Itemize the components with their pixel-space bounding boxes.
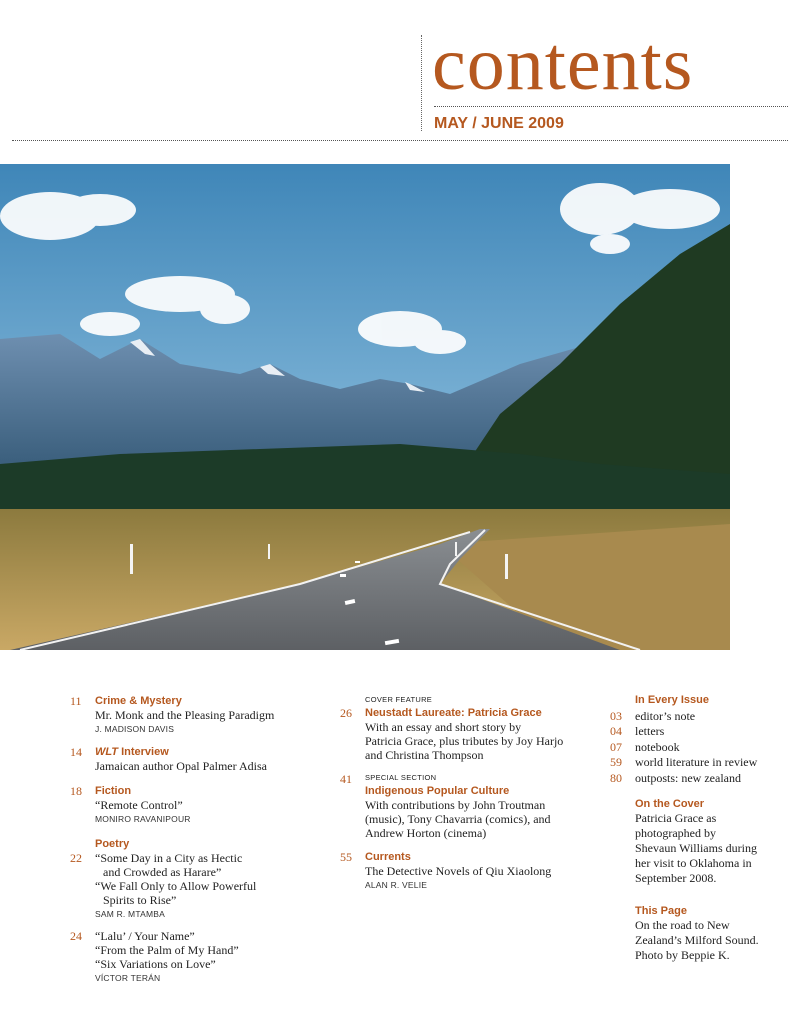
entry-description-line: (music), Tony Chavarria (comics), and (365, 812, 551, 826)
entry-author: MONIRO RAVANIPOUR (95, 814, 191, 824)
entry-description-line: Andrew Horton (cinema) (365, 826, 487, 840)
entry-title: The Detective Novels of Qiu Xiaolong (365, 864, 552, 878)
section-heading: Currents (365, 851, 411, 863)
caption-line: September 2008. (635, 871, 717, 885)
entry-title: Mr. Monk and the Pleasing Paradigm (95, 708, 275, 722)
section-heading-rest: Interview (118, 746, 169, 758)
entry-description-line: Patricia Grace, plus tributes by Joy Harjo (365, 734, 564, 748)
page-number: 24 (70, 929, 82, 943)
this-page (635, 904, 795, 963)
poem-title-line: Spirits to Rise” (103, 893, 177, 907)
entry-description-line: With an essay and short story by (365, 720, 522, 734)
page-number: 41 (340, 772, 352, 786)
entry-author: VÍCTOR TERÁN (95, 973, 161, 983)
page-number: 03 (610, 709, 622, 723)
entry-title: Jamaican author Opal Palmer Adisa (95, 759, 267, 773)
entry-fiction (70, 784, 320, 826)
poem-title-line: “We Fall Only to Allow Powerful (95, 879, 257, 893)
page-number: 04 (610, 724, 622, 738)
entry-crime-mystery (70, 694, 320, 736)
section-heading: On the Cover (635, 798, 705, 810)
list-item-label: letters (635, 724, 665, 738)
page-number: 55 (340, 850, 352, 864)
list-item-label: outposts: new zealand (635, 771, 741, 785)
section-heading: Indigenous Popular Culture (365, 785, 510, 797)
section-heading: Poetry (95, 838, 130, 850)
caption-line: Zealand’s Milford Sound. (635, 933, 759, 947)
entry-description-line: and Christina Thompson (365, 748, 484, 762)
section-heading: Fiction (95, 785, 132, 797)
entry-author: ALAN R. VELIE (365, 880, 428, 890)
section-kicker: SPECIAL SECTION (365, 773, 437, 782)
on-the-cover (635, 797, 795, 886)
header-vertical-rule (421, 35, 422, 131)
in-every-issue (610, 693, 795, 785)
page-number: 26 (340, 706, 352, 720)
entry-cover-feature (340, 694, 590, 762)
poem-title-line: and Crowded as Harare” (103, 865, 222, 879)
entry-special-section (340, 772, 590, 840)
entry-author: J. MADISON DAVIS (95, 724, 175, 734)
section-heading (95, 745, 320, 759)
caption-line: photographed by (635, 826, 716, 840)
caption-line: her visit to Oklahoma in (635, 856, 752, 870)
page-number: 07 (610, 740, 622, 754)
section-heading: In Every Issue (635, 694, 709, 706)
entry-author: SAM R. MTAMBA (95, 909, 165, 919)
page-number: 80 (610, 771, 622, 785)
section-heading: This Page (635, 905, 687, 917)
list-item-label: editor’s note (635, 709, 696, 723)
entry-wlt-interview (70, 745, 320, 773)
poem-title-line: “Some Day in a City as Hectic (95, 851, 243, 865)
caption-line: Shevaun Williams during (635, 841, 757, 855)
list-item-label: world literature in review (635, 755, 758, 769)
entry-title: “Remote Control” (95, 798, 183, 812)
page-number: 22 (70, 851, 82, 865)
poem-title-line: “Lalu’ / Your Name” (95, 929, 195, 943)
poem-title-line: “Six Variations on Love” (95, 957, 216, 971)
entry-poems-teran (70, 929, 320, 985)
caption-line: Photo by Beppie K. (635, 948, 730, 962)
caption-line: Patricia Grace as (635, 811, 717, 825)
page-number: 11 (70, 694, 82, 708)
page-number: 59 (610, 755, 622, 769)
page-number: 18 (70, 784, 82, 798)
section-kicker: COVER FEATURE (365, 695, 433, 704)
page-title: contents (432, 22, 694, 106)
caption-line: On the road to New (635, 918, 730, 932)
poem-title-line: “From the Palm of My Hand” (95, 943, 239, 957)
issue-date: MAY / JUNE 2009 (434, 115, 564, 132)
title-rule (434, 106, 788, 107)
road-landscape-photo (0, 164, 730, 650)
section-heading-italic: WLT (95, 746, 119, 758)
list-item-label: notebook (635, 740, 680, 754)
section-heading: Crime & Mystery (95, 695, 182, 707)
entry-currents (340, 850, 590, 892)
entry-description-line: With contributions by John Troutman (365, 798, 546, 812)
header-horizontal-rule (12, 140, 788, 141)
entry-poetry (70, 837, 320, 921)
page-number: 14 (70, 745, 82, 759)
section-heading: Neustadt Laureate: Patricia Grace (365, 707, 542, 719)
